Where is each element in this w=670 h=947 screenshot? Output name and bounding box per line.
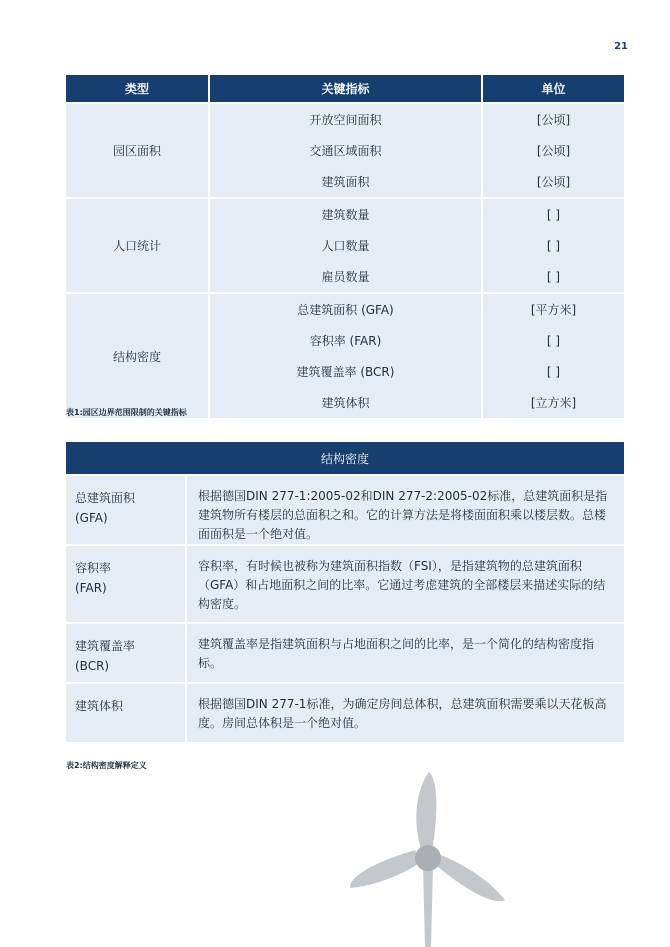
wind-turbine-icon bbox=[345, 770, 515, 947]
key-indicators-table bbox=[66, 75, 624, 418]
turbine-hub bbox=[415, 845, 441, 871]
unit-cell: [ ] bbox=[546, 238, 561, 253]
table-row bbox=[208, 387, 624, 418]
term-cell: 建筑体积 bbox=[66, 684, 187, 742]
table1-caption: 表1:园区边界范围限制的关键指标 bbox=[66, 408, 187, 417]
table-row bbox=[66, 622, 624, 682]
table1-group-structural-density bbox=[66, 292, 624, 418]
unit-cell: [ ] bbox=[546, 333, 561, 348]
turbine-blade-left bbox=[350, 850, 421, 888]
unit-cell: [ ] bbox=[546, 269, 561, 284]
term-cell: 建筑覆盖率 (BCR) bbox=[66, 624, 187, 682]
table-row bbox=[208, 325, 624, 356]
unit-cell: [公顷] bbox=[536, 175, 571, 189]
table1-group-demographics bbox=[66, 197, 624, 292]
table-row bbox=[208, 356, 624, 387]
table1-header-indicator: 关键指标 bbox=[208, 75, 483, 102]
turbine-tower bbox=[423, 865, 433, 947]
indicator-cell: 交通区域面积 bbox=[208, 135, 483, 166]
indicator-cell: 容积率 (FAR) bbox=[208, 325, 483, 356]
table-row bbox=[208, 294, 624, 325]
indicator-cell: 开放空间面积 bbox=[208, 104, 483, 135]
table-row bbox=[66, 544, 624, 622]
unit-cell: [ ] bbox=[546, 207, 561, 222]
table-row bbox=[208, 104, 624, 135]
unit-cell: [平方米] bbox=[530, 303, 577, 317]
table2-header: 结构密度 bbox=[66, 442, 624, 474]
table-row bbox=[208, 261, 624, 292]
table1-category: 人口统计 bbox=[112, 239, 161, 253]
indicator-cell: 建筑体积 bbox=[208, 387, 483, 418]
definition-cell: 根据德国DIN 277-1标准，为确定房间总体积，总建筑面积需要乘以天花板高度。房间总体积是一个绝对值。 bbox=[198, 697, 607, 730]
table-row bbox=[208, 199, 624, 230]
table-row bbox=[208, 230, 624, 261]
table-row bbox=[66, 682, 624, 742]
unit-cell: [公顷] bbox=[536, 144, 571, 158]
table2-caption: 表2:结构密度解释定义 bbox=[66, 761, 147, 770]
table1-header-unit: 单位 bbox=[541, 82, 566, 96]
indicator-cell: 建筑面积 bbox=[208, 166, 483, 197]
indicator-cell: 雇员数量 bbox=[208, 261, 483, 292]
table1-header-type: 类型 bbox=[124, 82, 149, 96]
table1-category: 园区面积 bbox=[112, 144, 161, 158]
definition-cell: 容积率，有时候也被称为建筑面积指数（FSI），是指建筑物的总建筑面积（GFA）和占地面积之间的比率。它通过考虑建筑的全部楼层来描述实际的结构密度。 bbox=[198, 559, 606, 611]
table1-group-park-area bbox=[66, 102, 624, 197]
term-cell: 容积率 (FAR) bbox=[66, 546, 187, 622]
unit-cell: [公顷] bbox=[536, 113, 571, 127]
table-row bbox=[66, 474, 624, 544]
density-definitions-table bbox=[66, 442, 624, 742]
table-row bbox=[208, 135, 624, 166]
term-cell: 总建筑面积 (GFA) bbox=[66, 476, 187, 544]
definition-cell: 根据德国DIN 277-1:2005-02和DIN 277-2:2005-02标准，总建筑面积是指建筑物所有楼层的总面积之和。它的计算方法是将楼面面积乘以楼层数。总楼面面积是一个绝对值。 bbox=[198, 489, 608, 541]
unit-cell: [ ] bbox=[546, 364, 561, 379]
definition-cell: 建筑覆盖率是指建筑面积与占地面积之间的比率，是一个简化的结构密度指标。 bbox=[198, 637, 595, 670]
indicator-cell: 建筑数量 bbox=[208, 199, 483, 230]
page-number: 21 bbox=[614, 41, 628, 52]
table1-header-row bbox=[66, 75, 624, 102]
table-row bbox=[208, 166, 624, 197]
indicator-cell: 总建筑面积 (GFA) bbox=[208, 294, 483, 325]
table1-category: 结构密度 bbox=[112, 349, 161, 364]
turbine-blade-right bbox=[433, 852, 505, 901]
turbine-blade-up bbox=[416, 772, 436, 858]
indicator-cell: 人口数量 bbox=[208, 230, 483, 261]
indicator-cell: 建筑覆盖率 (BCR) bbox=[208, 356, 483, 387]
unit-cell: [立方米] bbox=[530, 396, 577, 410]
